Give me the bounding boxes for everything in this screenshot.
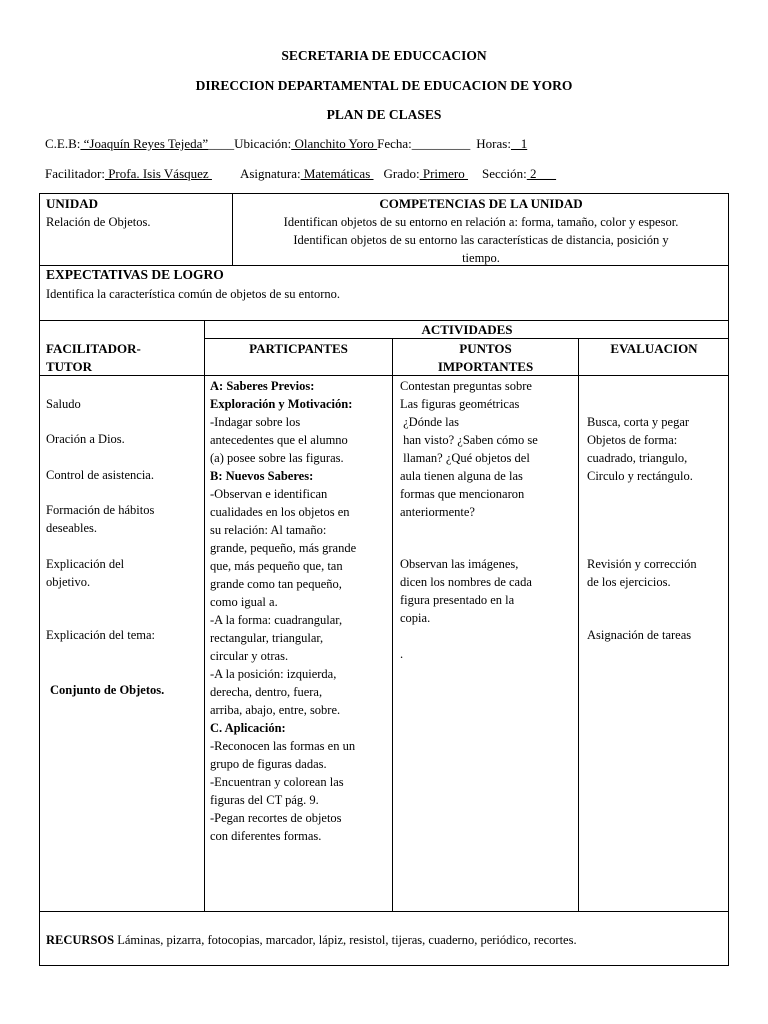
asignatura-value: Matemáticas <box>300 166 374 181</box>
puntos-line: formas que mencionaron <box>400 487 525 501</box>
participantes-line: rectangular, triangular, <box>210 631 324 645</box>
col-divider-2 <box>392 338 393 911</box>
facilitador-item: Saludo <box>46 397 81 411</box>
col-header-facilitador <box>46 340 141 376</box>
facilitador-label: Facilitador: <box>45 166 105 181</box>
evaluacion-line: Circulo y rectángulo. <box>587 469 693 483</box>
col-header-puntos-line: PUNTOS <box>459 341 512 356</box>
actividades-label: ACTIVIDADES <box>421 322 513 337</box>
expectativas-value: Identifica la característica común de objetos de su entorno. <box>46 287 340 301</box>
evaluacion-block-3: Asignación de tareas <box>587 628 692 642</box>
row-divider-headers <box>39 375 729 376</box>
participantes-line: arriba, abajo, entre, sobre. <box>210 703 341 717</box>
col-header-puntos-line: IMPORTANTES <box>437 359 534 374</box>
puntos-line: copia. <box>400 611 431 625</box>
horas-label: Horas: <box>476 136 511 151</box>
meta-line-1 <box>45 135 527 153</box>
expectativas-label: EXPECTATIVAS DE LOGRO <box>46 267 224 282</box>
participantes-line: A: Saberes Previos: <box>210 379 315 393</box>
facilitador-item: Explicación del tema: <box>46 628 155 642</box>
puntos-line: Contestan preguntas sobre <box>400 379 532 393</box>
fecha-value: _________ <box>411 136 471 151</box>
participantes-line: (a) posee sobre las figuras. <box>210 451 344 465</box>
participantes-line: como igual a. <box>210 595 278 609</box>
puntos-dot: . <box>400 647 404 661</box>
participantes-line: grande como tan pequeño, <box>210 577 342 591</box>
puntos-line: anteriormente? <box>400 505 475 519</box>
participantes-line: -A la posición: izquierda, <box>210 667 337 681</box>
puntos-line: aula tienen alguna de las <box>400 469 523 483</box>
asignatura-label: Asignatura: <box>239 166 301 181</box>
participantes-line: circular y otras. <box>210 649 289 663</box>
meta-line-2 <box>45 165 556 183</box>
recursos-value: Láminas, pizarra, fotocopias, marcador, lápiz, resistol, tijeras, cuaderno, periódico, recortes. <box>114 933 577 947</box>
facilitador-value: Profa. Isis Vásquez <box>104 166 212 181</box>
col-header-facilitador-line: FACILITADOR- <box>46 341 141 356</box>
grado-label: Grado: <box>383 166 420 181</box>
recursos-row <box>46 931 577 949</box>
evaluacion-line: de los ejercicios. <box>587 575 671 589</box>
grado-value: Primero <box>419 166 469 181</box>
participantes-line: figuras del CT pág. 9. <box>210 793 319 807</box>
competencias-label: COMPETENCIAS DE LA UNIDAD <box>379 196 583 211</box>
header-title-direccion: DIRECCION DEPARTAMENTAL DE EDUCACION DE YORO <box>195 78 573 93</box>
recursos-label: RECURSOS <box>46 933 115 947</box>
participantes-line: su relación: Al tamaño: <box>210 523 327 537</box>
facilitador-item-conjunto: Conjunto de Objetos. <box>50 683 165 697</box>
evaluacion-line: Busca, corta y pegar <box>587 415 690 429</box>
col-header-evaluacion: EVALUACION <box>610 341 698 356</box>
col-header-facilitador-line: TUTOR <box>46 359 92 374</box>
ceb-blank: ____ <box>208 136 235 151</box>
puntos-line: Las figuras geométricas <box>400 397 520 411</box>
participantes-line: cualidades en los objetos en <box>210 505 350 519</box>
participantes-line: B: Nuevos Saberes: <box>210 469 314 483</box>
evaluacion-line: Objetos de forma: <box>587 433 678 447</box>
col-header-puntos <box>393 340 578 376</box>
facilitador-item: Oración a Dios. <box>46 432 125 446</box>
header-title-secretaria: SECRETARIA DE EDUCCACION <box>281 48 487 63</box>
participantes-line: -Encuentran y colorean las <box>210 775 344 789</box>
unidad-value: Relación de Objetos. <box>46 215 151 229</box>
ubicacion-value: Olanchito Yoro <box>291 136 378 151</box>
fecha-label: Fecha: <box>377 136 412 151</box>
evaluacion-line: cuadrado, triangulo, <box>587 451 688 465</box>
evaluacion-block-1 <box>587 413 727 485</box>
facilitador-item: Explicación del <box>46 557 125 571</box>
evaluacion-block-2 <box>587 555 727 591</box>
participantes-line: con diferentes formas. <box>210 829 322 843</box>
puntos-block-1 <box>400 377 576 521</box>
competencia-line: Identifican objetos de su entorno en relación a: forma, tamaño, color y espesor. <box>283 215 679 229</box>
participantes-line: derecha, dentro, fuera, <box>210 685 323 699</box>
participantes-line: -A la forma: cuadrangular, <box>210 613 343 627</box>
puntos-line: Observan las imágenes, <box>400 557 519 571</box>
puntos-line: figura presentado en la <box>400 593 515 607</box>
facilitador-item: objetivo. <box>46 575 91 589</box>
unidad-label: UNIDAD <box>46 196 98 211</box>
competencia-line: tiempo. <box>462 251 500 265</box>
horas-value: 1 <box>510 136 528 151</box>
competencias-lines <box>233 213 729 267</box>
seccion-value: 2___ <box>526 166 557 181</box>
competencia-line: Identifican objetos de su entorno las características de distancia, posición y <box>293 233 669 247</box>
participantes-line: C. Aplicación: <box>210 721 286 735</box>
puntos-line: dicen los nombres de cada <box>400 575 532 589</box>
participantes-line: que, más pequeño que, tan <box>210 559 343 573</box>
ceb-value: “Joaquín Reyes Tejeda” <box>80 136 209 151</box>
col-divider-1 <box>204 320 205 911</box>
participantes-line: -Pegan recortes de objetos <box>210 811 342 825</box>
header-title-plan: PLAN DE CLASES <box>326 107 442 122</box>
participantes-line: Exploración y Motivación: <box>210 397 353 411</box>
puntos-block-2 <box>400 555 576 627</box>
ceb-label: C.E.B: <box>45 136 81 151</box>
participantes-content <box>210 377 390 845</box>
participantes-line: -Reconocen las formas en un <box>210 739 356 753</box>
evaluacion-line: Revisión y corrección <box>587 557 697 571</box>
puntos-line: ¿Dónde las <box>400 415 460 429</box>
facilitador-item: Formación de hábitos <box>46 503 155 517</box>
facilitador-item: Control de asistencia. <box>46 468 154 482</box>
participantes-line: grupo de figuras dadas. <box>210 757 327 771</box>
col-divider-3 <box>578 338 579 911</box>
participantes-line: -Indagar sobre los <box>210 415 301 429</box>
puntos-line: llaman? ¿Qué objetos del <box>400 451 530 465</box>
ubicacion-label: Ubicación: <box>234 136 292 151</box>
participantes-line: grande, pequeño, más grande <box>210 541 357 555</box>
participantes-line: antecedentes que el alumno <box>210 433 348 447</box>
row-divider-recursos <box>39 911 729 912</box>
col-header-participantes: PARTICPANTES <box>249 341 348 356</box>
puntos-line: han visto? ¿Saben cómo se <box>400 433 538 447</box>
seccion-label: Sección: <box>482 166 527 181</box>
participantes-line: -Observan e identifican <box>210 487 328 501</box>
facilitador-item: deseables. <box>46 521 98 535</box>
